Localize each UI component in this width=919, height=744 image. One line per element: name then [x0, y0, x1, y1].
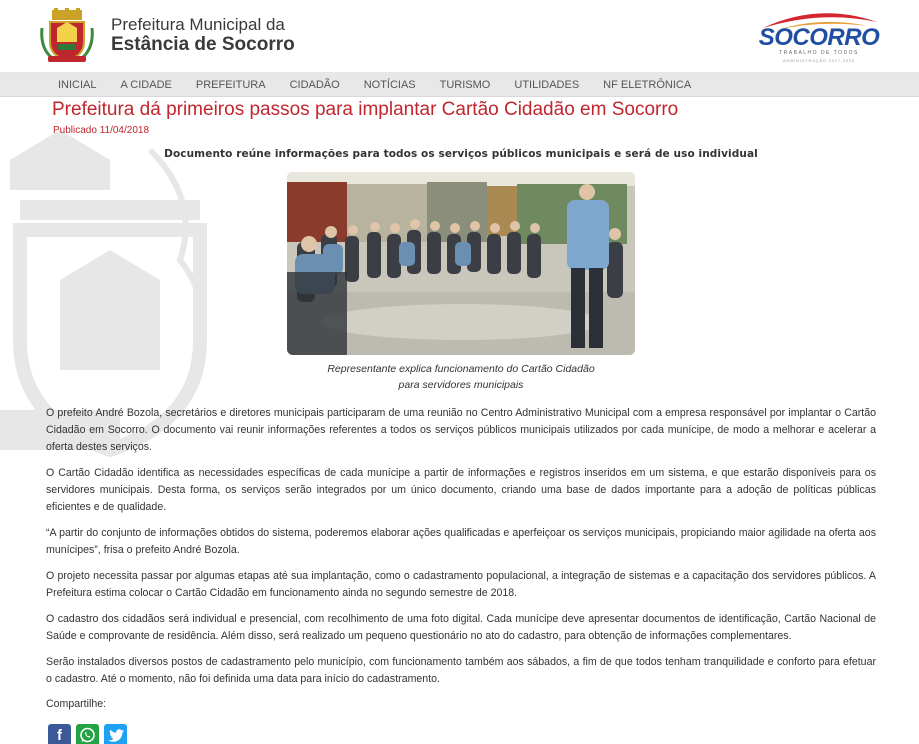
share-buttons — [48, 724, 876, 744]
article-photo[interactable] — [287, 172, 635, 355]
whatsapp-icon[interactable] — [76, 724, 99, 744]
socorro-brand-logo[interactable] — [757, 8, 881, 66]
caption-line1: Representante explica funcionamento do Cartão Cidadão — [327, 363, 595, 375]
paragraph: O cadastro dos cidadãos será individual e presencial, com recolhimento de uma foto digital. Cada munícipe deve apresentar documentos de identificação, Cartão Nacional de Saúde e comprovante de residência. Além disso, será realizado um pequeno questionário no ato do cadastro, para obtenção de informações complementares. — [46, 613, 876, 642]
article — [46, 99, 876, 744]
article-body — [46, 405, 876, 688]
org-name-line2: Estância de Socorro — [111, 34, 295, 55]
photo-caption — [46, 361, 876, 393]
article-subtitle: Documento reúne informações para todos os serviços públicos municipais e será de uso individual — [164, 148, 758, 160]
twitter-bird-icon — [108, 729, 124, 743]
paragraph: O prefeito André Bozola, secretários e diretores municipais participaram de uma reunião no Centro Administrativo Municipal com a empresa responsável por implantar o Cartão Cidadão em Socorro. O documento vai reunir informações referentes a todos os serviços públicos municipais utilizados por cada munícipe, de modo a melhorar e acelerar a oferta destes serviços. — [46, 407, 876, 453]
nav-item-prefeitura[interactable]: PREFEITURA — [195, 78, 266, 91]
city-crest-logo[interactable] — [40, 8, 94, 64]
publish-date: Publicado 11/04/2018 — [53, 125, 150, 136]
brand-administration: ADMINISTRAÇÃO 2017-2020 — [783, 58, 855, 63]
nav-item-cidadao[interactable]: CIDADÃO — [289, 78, 340, 91]
nav-item-nf-eletronica[interactable]: NF ELETRÔNICA — [603, 78, 692, 91]
org-name[interactable] — [111, 15, 295, 55]
whatsapp-glyph-icon — [79, 727, 96, 744]
brand-word: SOCORRO — [758, 24, 880, 51]
main-nav — [0, 73, 919, 97]
nav-item-inicial[interactable]: INICIAL — [58, 78, 97, 91]
nav-item-turismo[interactable]: TURISMO — [439, 78, 491, 91]
brand-tagline: TRABALHO DE TODOS — [779, 50, 859, 56]
site-header — [0, 0, 919, 73]
article-title: Prefeitura dá primeiros passos para implantar Cartão Cidadão em Socorro — [52, 99, 679, 120]
paragraph: O Cartão Cidadão identifica as necessidades específicas de cada munícipe a partir de informações e registros inseridos em um sistema, e que estarão disponíveis para os servidores municipais. Desta forma, os serviços serão integrados por um único documento, criando uma base de dados importante para a adoção de políticas públicas eficientes e de qualidade. — [46, 467, 876, 513]
share-label: Compartilhe: — [46, 698, 107, 710]
paragraph: Serão instalados diversos postos de cadastramento pelo município, com funcionamento também aos sábados, a fim de que todos tenham tranquilidade e conforto para efetuar o cadastro. Até o momento, não foi definida uma data para início do cadastramento. — [46, 656, 876, 685]
nav-item-utilidades[interactable]: UTILIDADES — [514, 78, 580, 91]
facebook-icon[interactable]: f — [48, 724, 71, 744]
meeting-photo-image — [287, 172, 635, 355]
nav-item-noticias[interactable]: NOTÍCIAS — [363, 78, 416, 91]
org-name-line1: Prefeitura Municipal da — [111, 15, 285, 34]
paragraph: O projeto necessita passar por algumas etapas até sua implantação, como o cadastramento populacional, a integração de sistemas e a capacitação dos servidores públicos. A Prefeitura estima colocar o Cartão Cidadão em funcionamento ainda no segundo semestre de 2018. — [46, 570, 876, 599]
caption-line2: para servidores municipais — [398, 379, 524, 391]
paragraph: “A partir do conjunto de informações obtidos do sistema, poderemos elaborar ações qualificadas e aperfeiçoar os serviços municipais, propiciando maior agilidade na oferta aos munícipes”, frisa o prefeito André Bozola. — [46, 527, 876, 556]
nav-item-a-cidade[interactable]: A CIDADE — [120, 78, 172, 91]
twitter-icon[interactable] — [104, 724, 127, 744]
